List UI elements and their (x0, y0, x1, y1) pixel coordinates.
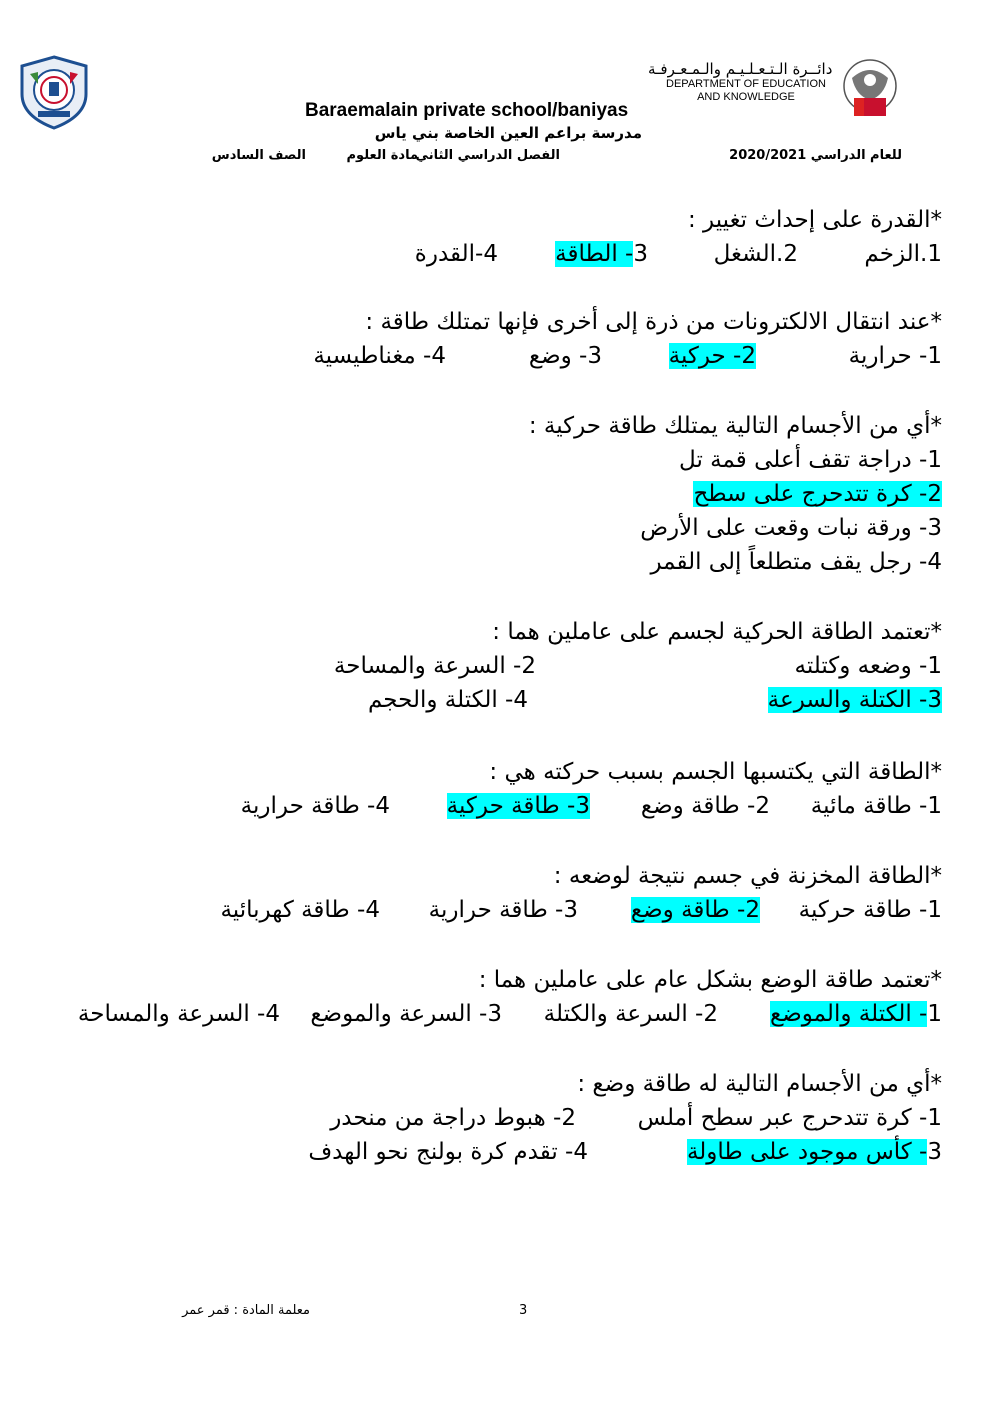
question-4-option-2: 2- السرعة والمساحة (333, 653, 536, 679)
highlighted-answer: - كأس موجود على طاولة (686, 1139, 928, 1165)
question-6-option-4: 4- طاقة كهربائية (220, 897, 380, 923)
academic-year: للعام الدراسي 2020/2021 (729, 148, 902, 163)
government-emblem (840, 56, 900, 120)
question-5-option-4: 4- طاقة حرارية (240, 793, 390, 819)
teacher-name: معلمة المادة : قمر عمر (182, 1303, 310, 1318)
department-name-arabic: دائــرة الـتـعـلـيـم والـمـعـرفـة (648, 60, 833, 78)
question-3-option-2 (693, 478, 942, 510)
question-6-option-2 (631, 894, 760, 926)
option-number: 3 (927, 1139, 942, 1165)
option-number: 1 (927, 1001, 942, 1027)
option-text: الزخم (864, 241, 921, 267)
question-7-option-2: 2- السرعة والكتلة (543, 1001, 718, 1027)
question-5-stem: *الطاقة التي يكتسبها الجسم بسبب حركته هي : (489, 759, 942, 785)
page-number: 3 (519, 1303, 528, 1318)
semester: الفصل الدراسي الثاني (415, 148, 560, 163)
highlighted-answer: 2- طاقة وضع (630, 897, 760, 923)
school-name-english: Baraemalain private school/baniyas (305, 100, 629, 121)
question-6-option-3: 3- طاقة حرارية (428, 897, 578, 923)
question-2-option-3: 3- وضع (528, 343, 602, 369)
question-2-option-2 (669, 340, 756, 372)
highlighted-answer: 2- حركية (668, 343, 756, 369)
question-8-stem: *أي من الأجسام التالية له طاقة وضع : (577, 1071, 942, 1097)
question-1-option-4: 4-القدرة (414, 241, 498, 267)
department-line-1: DEPARTMENT OF EDUCATION (666, 78, 826, 90)
question-4-option-1: 1- وضعه وكتلته (794, 653, 942, 679)
question-5-option-2: 2- طاقة وضع (640, 793, 770, 819)
option-text: الشغل (713, 241, 777, 267)
question-8-option-1: 1- كرة تتدحرج عبر سطح أملس (637, 1105, 942, 1131)
subject: مادة العلوم (346, 148, 418, 163)
department-name-english (648, 78, 844, 104)
question-5-option-1: 1- طاقة مائية (810, 793, 942, 819)
question-7-option-1 (770, 998, 942, 1030)
option-number: 3 (633, 241, 648, 267)
grade: الصف السادس (211, 148, 306, 163)
question-2-stem: *عند انتقال الالكترونات من ذرة إلى أخرى فإنها تمتلك طاقة : (365, 309, 942, 335)
highlighted-answer: 3- الكتلة والسرعة (767, 687, 942, 713)
option-number: 1. (920, 241, 942, 267)
question-3-option-4: 4- رجل يقف متطلعاً إلى القمر (650, 549, 942, 575)
question-6-stem: *الطاقة المخزنة في جسم نتيجة لوضعه : (553, 863, 942, 889)
question-7-stem: *تعتمد طاقة الوضع بشكل عام على عاملين هما : (478, 967, 942, 993)
question-4-option-3 (768, 684, 942, 716)
highlighted-answer: - الطاقة (555, 241, 634, 267)
question-1-option-2 (714, 238, 798, 270)
question-8-option-3 (687, 1136, 942, 1168)
highlighted-answer: 2- كرة تتدحرج على سطح (693, 481, 942, 507)
question-7-option-3: 3- السرعة والموضع (310, 1001, 502, 1027)
question-5-option-3 (447, 790, 590, 822)
question-1-option-1 (864, 238, 942, 270)
question-1-option-3 (555, 238, 648, 270)
question-8-option-4: 4- تقدم كرة بولنج نحو الهدف (308, 1139, 588, 1165)
question-3-option-1: 1- دراجة تقف أعلى قمة تل (679, 447, 942, 473)
option-number: 2. (776, 241, 798, 267)
question-4-option-4: 4- الكتلة والحجم (367, 687, 528, 713)
question-8-option-2: 2- هبوط دراجة من منحدر (330, 1105, 576, 1131)
department-line-2: AND KNOWLEDGE (697, 91, 795, 103)
highlighted-answer: - الكتلة والموضع (769, 1001, 928, 1027)
question-3-option-3: 3- ورقة نبات وقعت على الأرض (640, 515, 942, 541)
question-6-option-1: 1- طاقة حركية (798, 897, 942, 923)
question-2-option-1: 1- حرارية (848, 343, 942, 369)
school-name-arabic: مدرسة براعم العين الخاصة بني ياس (374, 124, 642, 142)
question-4-stem: *تعتمد الطاقة الحركية لجسم على عاملين هما : (492, 619, 942, 645)
question-3-stem: *أي من الأجسام التالية يمتلك طاقة حركية : (528, 413, 942, 439)
question-1-stem: *القدرة على إحداث تغيير : (687, 207, 942, 233)
question-2-option-4: 4- مغناطيسية (313, 343, 446, 369)
question-7-option-4: 4- السرعة والمساحة (77, 1001, 280, 1027)
highlighted-answer: 3- طاقة حركية (446, 793, 590, 819)
school-logo (16, 54, 92, 130)
